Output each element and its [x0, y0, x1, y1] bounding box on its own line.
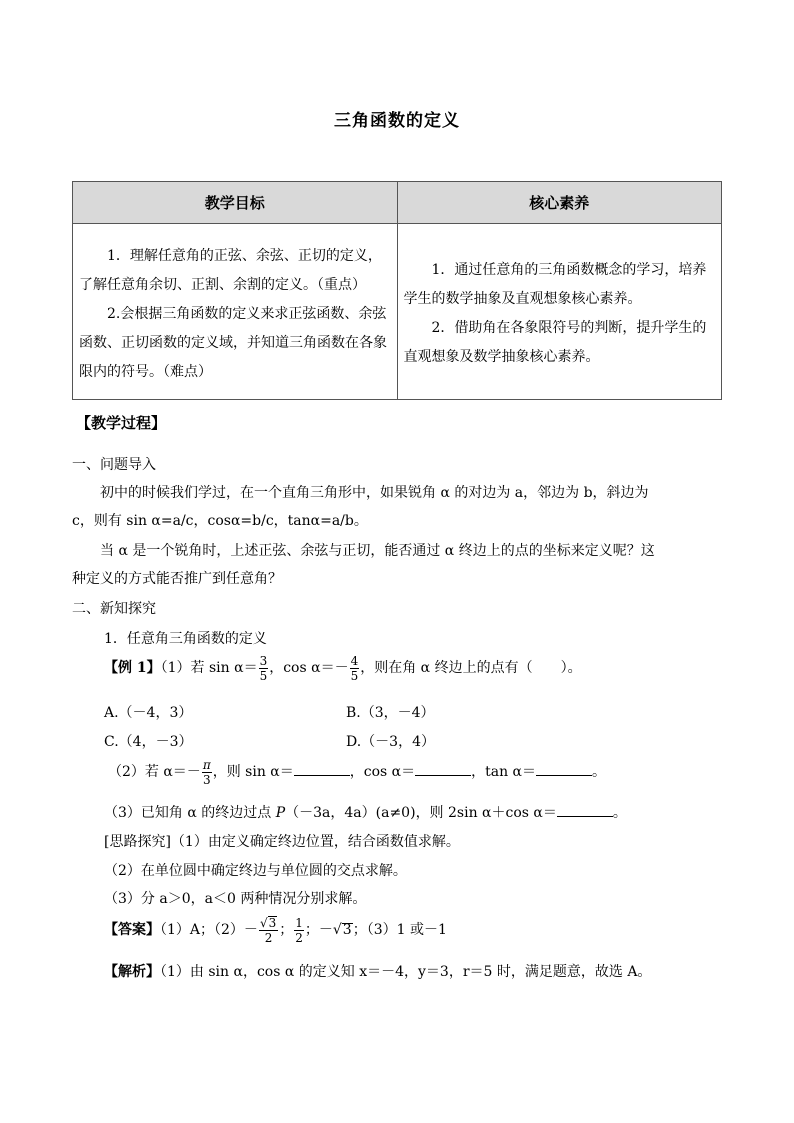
example-1-q3 — [104, 802, 627, 822]
goal-1: 1．理解任意角的正弦、余弦、正切的定义，了解任意角余切、正割、余割的定义。（重点） — [79, 247, 382, 293]
core-literacy-cell — [397, 224, 722, 400]
option-b: B.（3，－4） — [346, 705, 435, 721]
frac-num: 4 — [350, 653, 359, 668]
thinking-line-1: [思路探究]（1）由定义确定终边位置，结合函数值求解。 — [104, 834, 460, 850]
goal-2: 2.会根据三角函数的定义来求正弦函数、余弦函数、正切函数的定义域，并知道三角函数在各象限内的符号。（难点） — [79, 305, 387, 380]
section-1-heading: 一、问题导入 — [72, 457, 156, 473]
section-2-heading: 二、新知探究 — [72, 601, 156, 617]
thinking-line-2: （2）在单位圆中确定终边与单位圆的交点求解。 — [104, 863, 407, 879]
frac-den: 2 — [264, 930, 273, 945]
header-teaching-goals: 教学目标 — [73, 182, 398, 224]
answer-blank — [415, 761, 471, 776]
option-d: D.（－3，4） — [346, 734, 435, 750]
q2-sin: ，则 sin α＝ — [212, 764, 294, 780]
literacy-1: 1．通过任意角的三角函数概念的学习，培养学生的数学抽象及直观想象核心素养。 — [403, 262, 707, 307]
frac-num: 1 — [295, 915, 303, 930]
frac-num: π — [202, 757, 211, 772]
q2-pre: （2）若 α＝－ — [108, 764, 201, 780]
header-core-literacy: 核心素养 — [397, 182, 722, 224]
answer-sep: ； — [279, 922, 294, 938]
answer-blank — [536, 761, 592, 776]
sqrt-radicand: 3 — [268, 915, 277, 930]
answer-blank — [557, 802, 613, 817]
q3-mid: ，则 2sin α＋cos α＝ — [415, 805, 557, 821]
section-1-para-1-line-2: c，则有 sin α=a/c，cosα=b/c，tanα=a/b。 — [72, 513, 368, 529]
fraction-sqrt3-2 — [259, 916, 278, 945]
answer-part-2: ；－ — [304, 922, 333, 938]
fraction-1-2 — [294, 916, 304, 945]
q2-tan: ，tan α＝ — [471, 764, 537, 780]
teaching-goals-cell — [73, 224, 398, 400]
objectives-table — [72, 181, 722, 400]
answer-part-1: （1）A；（2）－ — [160, 922, 258, 938]
q3-point: P — [275, 805, 286, 821]
analysis-line — [104, 961, 651, 981]
frac-num: 3 — [259, 653, 268, 668]
subsection-1-heading: 1．任意角三角函数的定义 — [104, 631, 267, 647]
frac-den: 5 — [350, 668, 359, 683]
frac-den: 5 — [259, 668, 268, 683]
sqrt-radicand: 3 — [342, 922, 352, 938]
literacy-2: 2．借助角在各象限符号的判断，提升学生的直观想象及数学抽象核心素养。 — [403, 320, 707, 365]
q1-post: ，则在角 α 终边上的点有（ ）。 — [360, 660, 582, 676]
analysis-text: （1）由 sin α，cos α 的定义知 x＝－4，y＝3，r＝5 时，满足题意，故选 A。 — [160, 964, 652, 980]
teaching-process-heading: 【教学过程】 — [76, 414, 167, 432]
answer-part-3: ；（3）1 或－1 — [352, 922, 447, 938]
option-c: C.（4，－3） — [104, 734, 193, 750]
section-1-para-2-line-1: 当 α 是一个锐角时，上述正弦、余弦与正切，能否通过 α 终边上的点的坐标来定义呢？这 — [100, 543, 655, 559]
fraction-4-5 — [350, 654, 360, 683]
q2-cos: ，cos α＝ — [349, 764, 416, 780]
fraction-pi-3 — [202, 758, 212, 787]
q1-mid: ，cos α＝－ — [269, 660, 349, 676]
answer-blank — [294, 761, 350, 776]
thinking-line-3: （3）分 a＞0，a＜0 两种情况分别求解。 — [104, 891, 367, 907]
frac-den: 2 — [295, 930, 303, 945]
page-title: 三角函数的定义 — [334, 111, 460, 131]
frac-den: 3 — [202, 772, 211, 787]
analysis-label: 【解析】 — [104, 964, 160, 980]
answer-line: 【答案】（1）A；（2）－ $\frac{√3}{2}$ ； $\frac{1}{2}$ ；－√3；（3）1 或－1 — [104, 915, 447, 945]
example-1-q2 — [108, 756, 606, 788]
fraction-3-5 — [259, 654, 269, 683]
q3-pre: （3）已知角 α 的终边过点 — [104, 805, 276, 821]
q3-coords: （－3a，4a）(a≠0) — [285, 805, 416, 821]
q2-end: 。 — [592, 764, 607, 780]
q1-pre: （1）若 sin α＝ — [160, 660, 258, 676]
example-1-q1 — [104, 652, 582, 684]
section-1-para-1-line-1: 初中的时候我们学过，在一个直角三角形中，如果锐角 α 的对边为 a，邻边为 b，斜边为 — [100, 485, 649, 501]
option-a: A.（－4，3） — [104, 705, 193, 721]
section-1-para-2-line-2: 种定义的方式能否推广到任意角？ — [72, 571, 282, 587]
frac-num: √3 — [259, 915, 277, 930]
answer-label: 【答案】 — [104, 922, 160, 938]
q3-end: 。 — [612, 805, 627, 821]
example-label: 【例 1】 — [104, 660, 161, 676]
